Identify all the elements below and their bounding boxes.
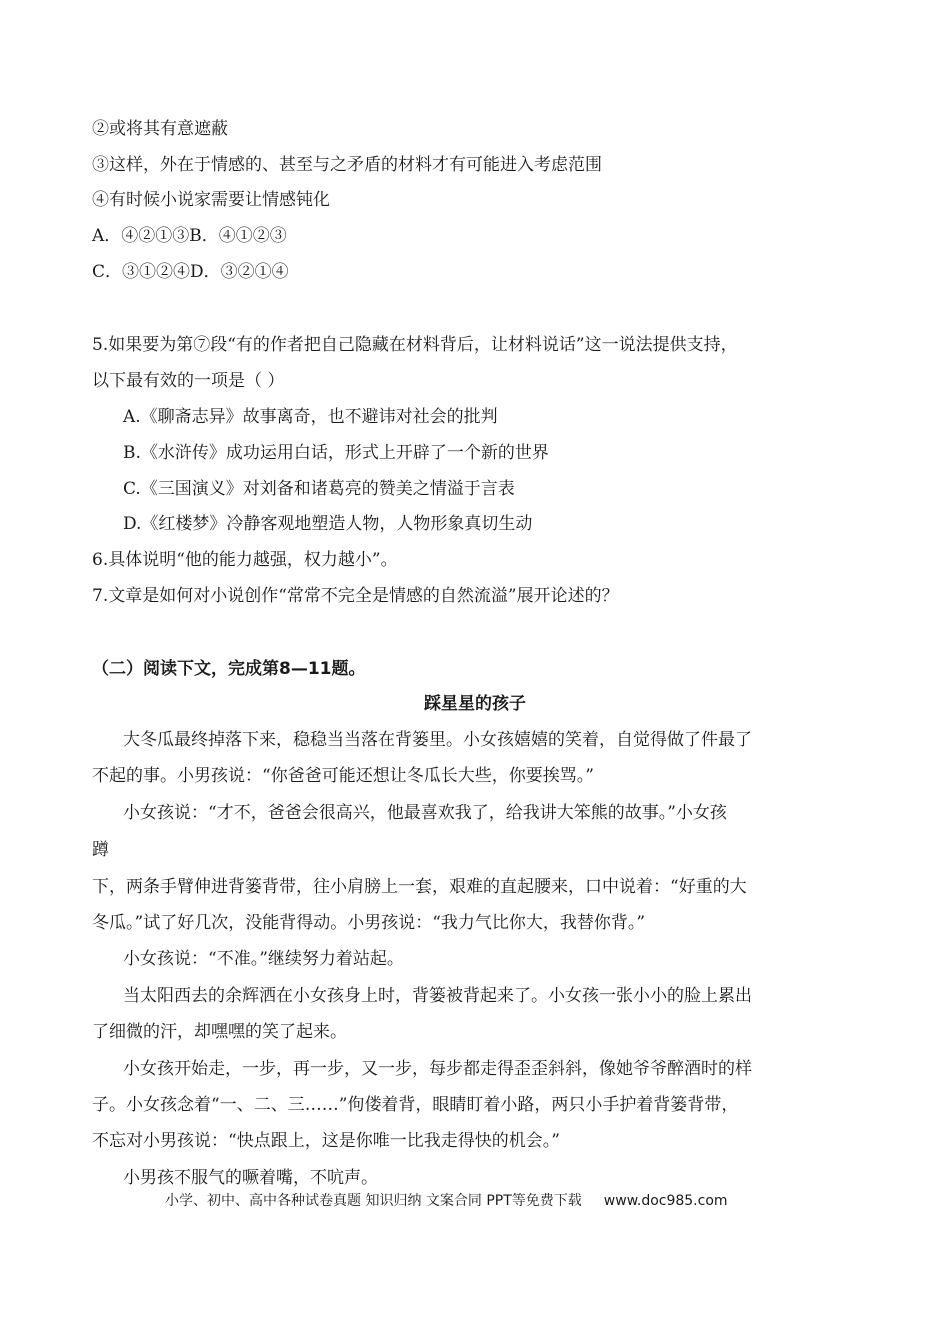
page-footer	[165, 1192, 728, 1210]
story-line: 下，两条手臂伸进背篓背带，往小肩膀上一套，艰难的直起腰来，口中说着：“好重的大	[92, 877, 747, 897]
q6-text: 6.具体说明“他的能力越强，权力越小”。	[92, 550, 398, 570]
story-line: 小女孩说：“才不，爸爸会很高兴，他最喜欢我了，给我讲大笨熊的故事。”小女孩	[123, 803, 727, 823]
q5-stem-line-1: 5.如果要为第⑦段“有的作者把自己隐藏在材料背后，让材料说话”这一说法提供支持，	[92, 335, 738, 355]
story-line: 不起的事。小男孩说：“你爸爸可能还想让冬瓜长大些，你要挨骂。”	[92, 766, 594, 786]
option-line-4: ④有时候小说家需要让情感钝化	[92, 190, 330, 210]
section-heading: （二）阅读下文，完成第8—11题。	[92, 659, 366, 679]
story-title: 踩星星的孩子	[424, 694, 526, 714]
story-line: 子。小女孩念着“一、二、三……”佝偻着背，眼睛盯着小路，两只小手护着背篓背带，	[92, 1095, 739, 1115]
story-line: 小男孩不服气的噘着嘴，不吭声。	[123, 1168, 378, 1188]
story-line: 冬瓜。”试了好几次，没能背得动。小男孩说：“我力气比你大，我替你背。”	[92, 913, 646, 933]
footer-url[interactable]: www.doc985.com	[603, 1193, 728, 1209]
q7-text: 7.文章是如何对小说创作“常常不完全是情感的自然流溢”展开论述的？	[92, 586, 619, 606]
choice-cd: C．③①②④D．③②①④	[92, 262, 289, 282]
story-line: 当太阳西去的余辉洒在小女孩身上时，背篓被背起来了。小女孩一张小小的脸上累出	[123, 986, 752, 1006]
option-line-2: ②或将其有意遮蔽	[92, 119, 228, 139]
option-line-3: ③这样，外在于情感的、甚至与之矛盾的材料才有可能进入考虑范围	[92, 155, 602, 175]
q5-option-a: A.《聊斋志异》故事离奇，也不避讳对社会的批判	[123, 407, 498, 427]
q5-option-d: D.《红楼梦》冷静客观地塑造人物，人物形象真切生动	[123, 514, 533, 534]
story-line: 小女孩说：“不准。”继续努力着站起。	[123, 949, 404, 969]
story-line: 小女孩开始走，一步，再一步，又一步，每步都走得歪歪斜斜，像她爷爷醉酒时的样	[123, 1059, 752, 1079]
story-line: 了细微的汗，却嘿嘿的笑了起来。	[92, 1022, 347, 1042]
story-line: 大冬瓜最终掉落下来，稳稳当当落在背篓里。小女孩嬉嬉的笑着，自觉得做了件最了	[123, 730, 752, 750]
footer-text: 小学、初中、高中各种试卷真题 知识归纳 文案合同 PPT等免费下载	[165, 1193, 582, 1209]
q5-option-c: C.《三国演义》对刘备和诸葛亮的赞美之情溢于言表	[123, 479, 515, 499]
q5-stem-line-2: 以下最有效的一项是（ ）	[92, 371, 285, 391]
choice-ab: A．④②①③B．④①②③	[92, 226, 287, 246]
q5-option-b: B.《水浒传》成功运用白话，形式上开辟了一个新的世界	[123, 443, 549, 463]
story-line: 不忘对小男孩说：“快点跟上，这是你唯一比我走得快的机会。”	[92, 1131, 560, 1151]
story-line: 蹲	[92, 840, 109, 860]
